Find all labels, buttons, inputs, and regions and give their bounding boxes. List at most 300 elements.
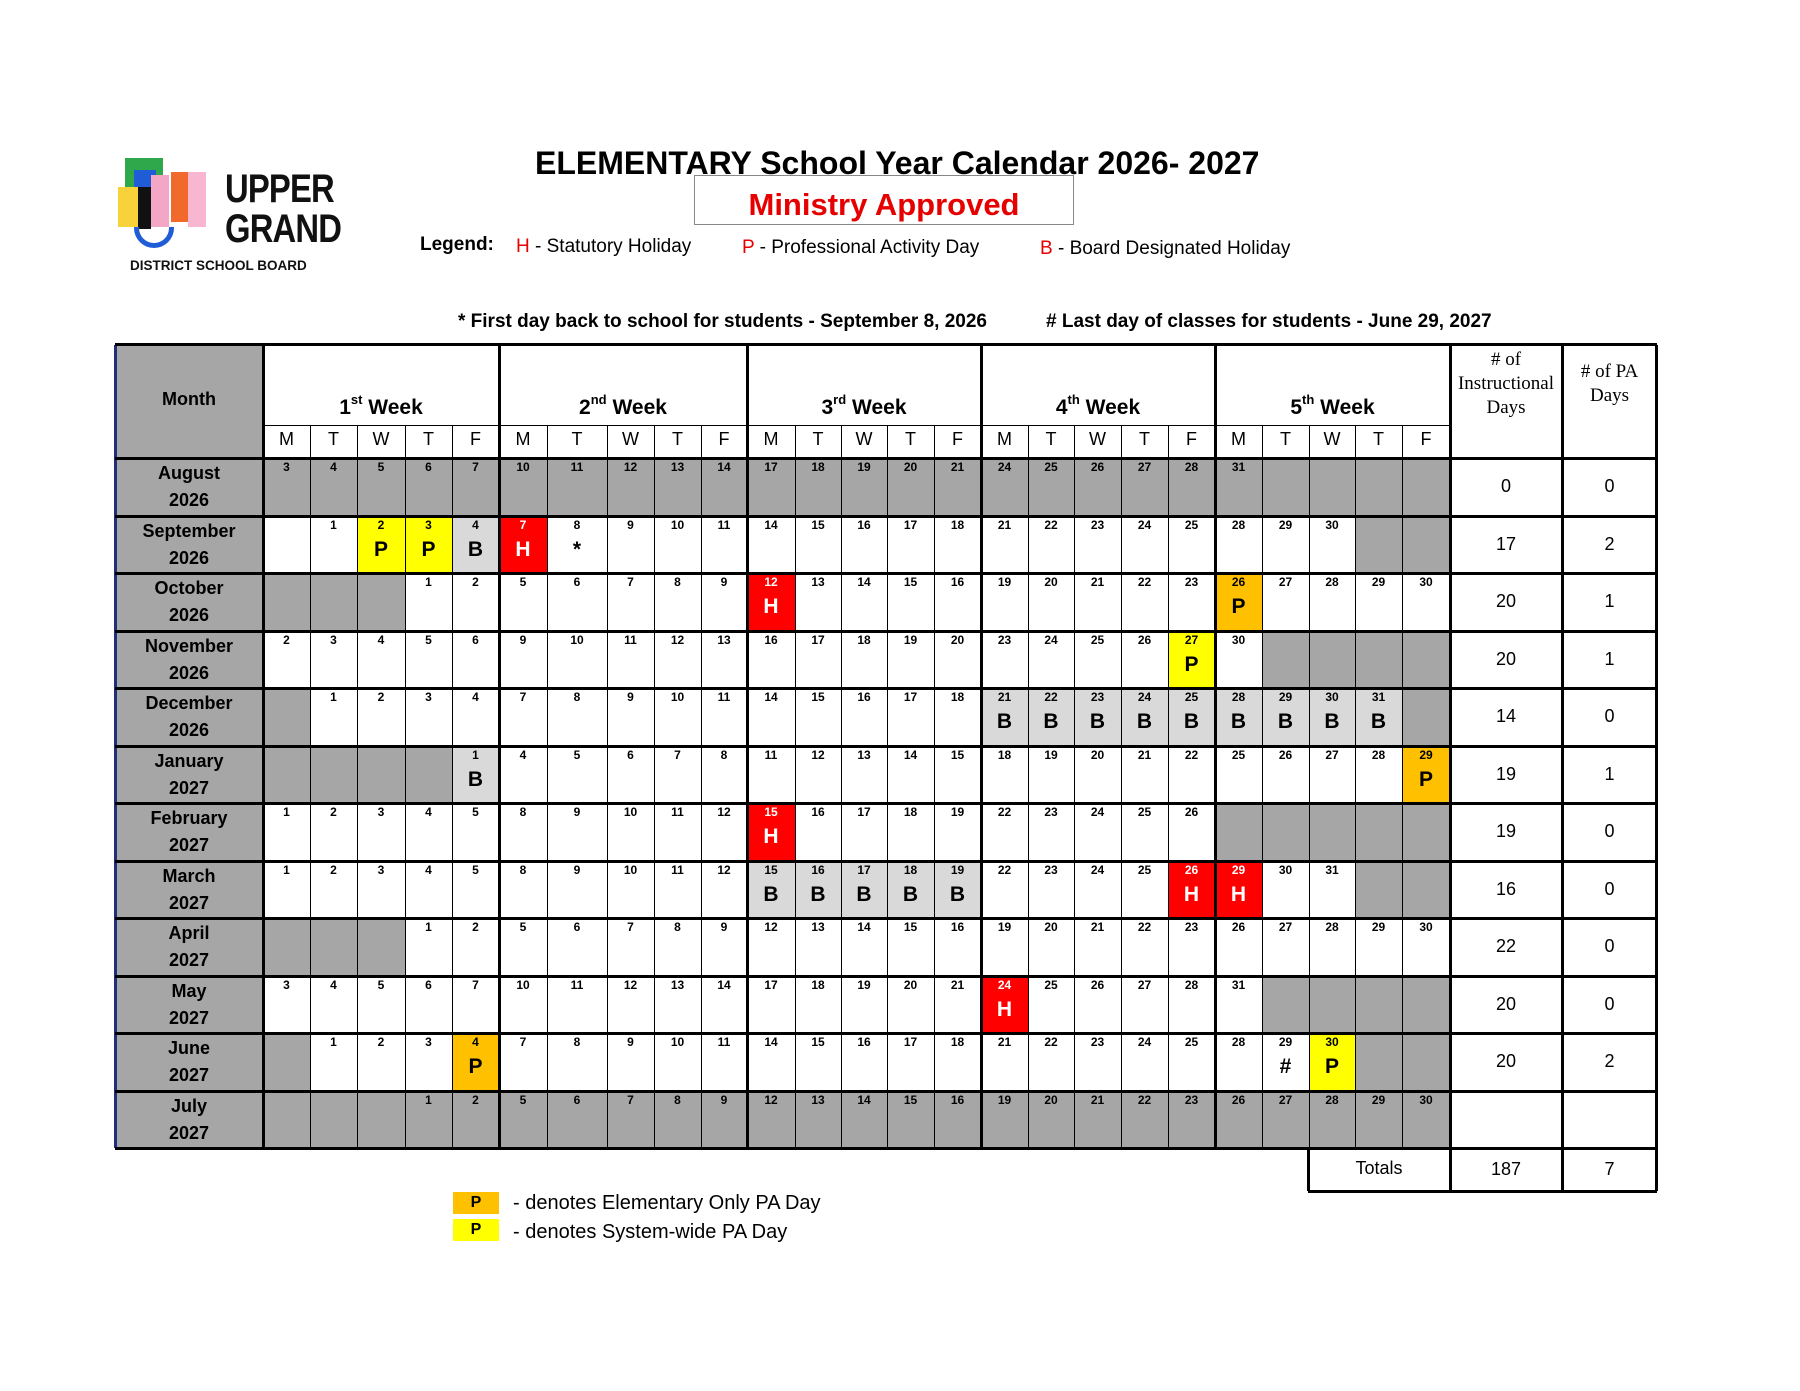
day-number: 22 [1137, 1092, 1152, 1107]
day-number: 28 [1371, 747, 1386, 762]
day-cell [1215, 688, 1262, 746]
day-number: 13 [811, 920, 825, 934]
day-of-week-header: F [718, 429, 730, 449]
day-cell [887, 458, 934, 516]
grid-vline [795, 425, 796, 1148]
pa-days-value: 0 [1604, 476, 1615, 496]
day-number: 10 [670, 1035, 685, 1049]
day-number: 22 [1044, 690, 1058, 704]
day-number: 19 [950, 805, 965, 819]
day-cell [263, 1091, 310, 1149]
day-cell [310, 746, 357, 804]
day-cell [547, 631, 607, 689]
day-cell [357, 976, 405, 1034]
day-of-week-header: T [328, 429, 339, 449]
day-cell [934, 746, 981, 804]
day-cell [499, 688, 547, 746]
day-number: 15 [811, 517, 825, 532]
day-cell [452, 688, 499, 746]
day-number: 10 [670, 517, 685, 532]
day-number: 16 [950, 1092, 965, 1107]
day-number: 14 [903, 747, 918, 762]
day-number: 29 [1278, 1035, 1293, 1049]
month-label: May [171, 980, 207, 1001]
systemwide-pa-swatch: P [453, 1219, 499, 1241]
header-line: Days [1589, 385, 1630, 406]
grid-vline [310, 425, 311, 1148]
month-year: 2026 [168, 605, 210, 625]
day-cell [934, 803, 981, 861]
day-number: 25 [1044, 977, 1058, 992]
last-day-note: # Last day of classes for students - June 29, 2027 [1046, 311, 1492, 332]
day-number: 20 [1044, 1092, 1058, 1107]
day-cell [607, 688, 654, 746]
row-divider [115, 687, 1657, 690]
day-cell [263, 458, 310, 516]
totals-instructional: 187 [1490, 1159, 1522, 1179]
day-cell [357, 1033, 405, 1091]
pa-days-value: 2 [1604, 1051, 1615, 1071]
day-cell [747, 746, 795, 804]
day-cell [981, 918, 1028, 976]
header-line: # of [1490, 349, 1522, 370]
week-word: Week [846, 396, 907, 419]
day-cell [1121, 1091, 1168, 1149]
day-number: 4 [425, 862, 432, 877]
first-day-note: * First day back to school for students - September 8, 2026 [458, 311, 987, 332]
day-of-week-header: M [515, 429, 531, 449]
day-cell [405, 746, 452, 804]
day-cell [405, 573, 452, 631]
grid-vline [1074, 425, 1075, 1148]
day-cell [1402, 746, 1450, 804]
week-ordinal: 1 [339, 396, 351, 419]
day-cell [405, 918, 452, 976]
week-word: Week [606, 396, 667, 419]
day-cell [1355, 976, 1402, 1034]
day-cell [452, 861, 499, 919]
totals-bottom-border [1308, 1190, 1657, 1193]
month-year: 2026 [168, 720, 210, 740]
day-cell [1074, 1033, 1121, 1091]
day-cell [654, 631, 701, 689]
day-of-week-header: F [1420, 429, 1432, 449]
day-of-week-header: W [1323, 429, 1341, 449]
day-cell [452, 1033, 499, 1091]
week-ordinal: 3 [821, 396, 834, 419]
week-word: Week [1314, 396, 1375, 419]
day-number: 15 [903, 1092, 918, 1107]
day-cell [747, 861, 795, 919]
day-cell [1402, 573, 1450, 631]
day-cell [607, 631, 654, 689]
day-number: 21 [997, 690, 1012, 704]
day-cell [607, 861, 654, 919]
day-cell [1168, 631, 1215, 689]
day-number: 5 [519, 575, 527, 589]
week-ordinal-suffix: nd [590, 392, 607, 407]
day-number: 5 [425, 632, 432, 647]
day-cell [452, 516, 499, 574]
day-code: B [1370, 710, 1387, 733]
day-cell [1074, 803, 1121, 861]
day-cell [841, 1091, 887, 1149]
day-code: H [763, 595, 779, 618]
day-cell [887, 516, 934, 574]
day-cell [654, 861, 701, 919]
day-number: 29 [1371, 1092, 1386, 1107]
day-number: 13 [670, 977, 685, 992]
day-cell [701, 516, 747, 574]
day-cell [1121, 918, 1168, 976]
week-header-2 [579, 394, 667, 420]
day-number: 30 [1325, 517, 1339, 532]
day-cell [701, 803, 747, 861]
grid-vline [547, 425, 548, 1148]
day-code: B [902, 882, 919, 906]
day-cell [934, 976, 981, 1034]
day-number: 29 [1371, 920, 1386, 934]
day-number: 13 [811, 1092, 825, 1107]
day-cell [1121, 746, 1168, 804]
day-code: B [1136, 710, 1153, 733]
day-cell [841, 631, 887, 689]
pa-days-value: 1 [1604, 648, 1615, 669]
day-number: 5 [573, 747, 581, 762]
day-cell [263, 573, 310, 631]
day-of-week-header: M [1231, 429, 1246, 449]
day-cell [841, 516, 887, 574]
day-number: 24 [1044, 632, 1058, 647]
day-number: 15 [903, 920, 918, 934]
day-number: 11 [717, 517, 731, 532]
day-cell [1355, 746, 1402, 804]
day-cell [310, 458, 357, 516]
day-cell [1402, 976, 1450, 1034]
day-cell [701, 861, 747, 919]
day-cell [1262, 688, 1309, 746]
day-cell [934, 1033, 981, 1091]
day-number: 23 [1090, 690, 1105, 704]
legend-text-p: - Professional Activity Day [754, 237, 980, 258]
day-number: 15 [811, 690, 825, 704]
week-ordinal-suffix: rd [833, 392, 847, 407]
pa-days-value: 0 [1604, 993, 1615, 1014]
day-number: 17 [764, 460, 778, 474]
day-number: 3 [283, 977, 290, 992]
day-cell [981, 861, 1028, 919]
day-number: 3 [283, 460, 290, 474]
day-number: 7 [674, 747, 681, 762]
pa-days-value: 0 [1604, 706, 1615, 726]
day-cell [887, 631, 934, 689]
day-cell [1121, 573, 1168, 631]
day-number: 10 [570, 632, 584, 647]
systemwide-pa-note: - denotes System-wide PA Day [513, 1221, 788, 1243]
day-cell [1402, 458, 1450, 516]
day-number: 10 [670, 690, 685, 704]
day-cell [701, 976, 747, 1034]
day-number: 1 [283, 862, 290, 877]
day-code: P [1418, 767, 1433, 791]
day-cell [1121, 1033, 1168, 1091]
day-number: 18 [903, 862, 918, 877]
day-number: 22 [1184, 747, 1199, 762]
day-cell [1309, 918, 1355, 976]
day-number: 5 [377, 977, 385, 992]
day-number: 11 [624, 632, 637, 647]
day-cell [1168, 516, 1215, 574]
week-header-3 [821, 394, 906, 420]
pa-days-value: 2 [1604, 533, 1615, 554]
day-number: 4 [519, 747, 527, 762]
day-number: 19 [950, 862, 965, 877]
day-number: 11 [570, 460, 584, 474]
day-cell [1215, 458, 1262, 516]
day-cell [795, 976, 841, 1034]
day-cell [654, 516, 701, 574]
day-number: 20 [903, 977, 918, 992]
day-cell [1355, 861, 1402, 919]
day-cell [934, 861, 981, 919]
day-number: 23 [997, 632, 1012, 647]
day-number: 29 [1278, 690, 1293, 704]
day-code: H [515, 537, 531, 561]
day-cell [701, 573, 747, 631]
day-number: 29 [1419, 747, 1433, 762]
pa-days-value: 0 [1604, 821, 1615, 841]
day-cell [981, 1033, 1028, 1091]
instructional-days-value: 20 [1495, 993, 1517, 1014]
day-number: 23 [1090, 517, 1105, 532]
day-number: 8 [674, 575, 681, 589]
day-cell [1074, 631, 1121, 689]
month-name [115, 575, 263, 629]
week-ordinal-suffix: th [1302, 392, 1315, 407]
day-number: 12 [764, 920, 778, 934]
instructional-days-value: 20 [1495, 591, 1517, 611]
day-code: B [1230, 710, 1247, 733]
day-cell [547, 803, 607, 861]
day-of-week-header: T [423, 429, 434, 449]
day-number: 4 [330, 460, 337, 474]
day-number: 15 [764, 862, 778, 877]
day-number: 11 [570, 977, 584, 992]
grid-vline [1121, 425, 1122, 1148]
day-cell [1168, 458, 1215, 516]
week-header-1 [339, 394, 423, 420]
day-of-week-header: T [1373, 429, 1384, 449]
month-label: April [168, 923, 210, 943]
day-code: B [763, 882, 779, 906]
day-number: 30 [1419, 1092, 1433, 1107]
header-line: Days [1486, 397, 1526, 418]
row-divider [115, 1032, 1657, 1035]
day-number: 12 [764, 575, 778, 589]
day-cell [841, 1033, 887, 1091]
legend-text-b: - Board Designated Holiday [1052, 238, 1291, 259]
day-number: 28 [1325, 1092, 1339, 1107]
day-cell [405, 458, 452, 516]
day-cell [1355, 688, 1402, 746]
day-cell [452, 1091, 499, 1149]
day-code: * [572, 537, 582, 561]
week-ordinal: 4 [1055, 396, 1068, 419]
day-cell [1309, 631, 1355, 689]
month-label: March [162, 865, 216, 886]
day-cell [1121, 458, 1168, 516]
day-cell [1168, 1033, 1215, 1091]
day-number: 14 [764, 690, 778, 704]
month-year: 2026 [168, 490, 210, 510]
day-cell [841, 458, 887, 516]
day-number: 1 [330, 517, 337, 532]
day-number: 6 [573, 575, 581, 589]
grid-vline [405, 425, 406, 1148]
grid-vline [1355, 425, 1356, 1148]
day-cell [1402, 918, 1450, 976]
day-number: 15 [811, 1035, 825, 1049]
day-number: 7 [627, 920, 634, 934]
elementary-pa-note: - denotes Elementary Only PA Day [513, 1192, 821, 1214]
month-year: 2027 [168, 835, 210, 855]
day-cell [263, 516, 310, 574]
day-number: 18 [950, 517, 965, 532]
day-cell [452, 918, 499, 976]
legend-label: Legend: [420, 234, 494, 255]
day-number: 24 [1137, 517, 1152, 532]
page-title: ELEMENTARY School Year Calendar 2026- 2027 [535, 145, 1260, 181]
month-label: December [145, 693, 233, 713]
day-cell [795, 631, 841, 689]
day-cell [795, 746, 841, 804]
day-code: P [1184, 652, 1199, 676]
day-cell [654, 746, 701, 804]
day-cell [357, 918, 405, 976]
day-number: 20 [950, 632, 965, 647]
day-number: 14 [857, 1092, 871, 1107]
day-number: 16 [857, 517, 871, 532]
day-number: 9 [720, 1092, 728, 1107]
day-cell [1168, 688, 1215, 746]
day-cell [1355, 631, 1402, 689]
day-cell [607, 976, 654, 1034]
legend-code-b: B [1040, 238, 1053, 259]
day-number: 10 [623, 862, 638, 877]
day-cell [405, 688, 452, 746]
grid-vline [357, 425, 358, 1148]
day-number: 19 [997, 575, 1012, 589]
day-cell [1309, 803, 1355, 861]
day-cell [405, 631, 452, 689]
grid-vline [1402, 425, 1403, 1148]
week-header-4 [1056, 394, 1140, 420]
day-cell [1355, 1033, 1402, 1091]
day-number: 17 [857, 862, 871, 877]
day-cell [934, 1091, 981, 1149]
day-number: 23 [1184, 1092, 1199, 1107]
month-label: September [142, 520, 236, 541]
day-cell [795, 688, 841, 746]
day-cell [547, 746, 607, 804]
day-cell [1262, 458, 1309, 516]
day-cell [357, 573, 405, 631]
day-cell [1168, 746, 1215, 804]
day-cell [1355, 803, 1402, 861]
day-cell [1309, 573, 1355, 631]
day-cell [701, 1091, 747, 1149]
day-number: 30 [1231, 632, 1246, 647]
day-cell [934, 458, 981, 516]
day-cell [841, 918, 887, 976]
day-number: 11 [671, 862, 684, 877]
day-cell [499, 573, 547, 631]
day-of-week-header: T [1139, 429, 1150, 449]
day-number: 21 [950, 977, 965, 992]
day-number: 21 [997, 517, 1012, 532]
day-cell [1402, 803, 1450, 861]
day-cell [1028, 918, 1074, 976]
day-cell [701, 458, 747, 516]
day-cell [1074, 746, 1121, 804]
day-number: 18 [950, 690, 965, 704]
day-number: 14 [717, 977, 731, 992]
day-code: P [421, 537, 436, 561]
day-cell [1215, 746, 1262, 804]
day-number: 25 [1184, 1035, 1199, 1049]
day-number: 24 [1090, 862, 1105, 877]
day-cell [795, 573, 841, 631]
day-number: 26 [1090, 977, 1105, 992]
day-cell [405, 1091, 452, 1149]
day-number: 20 [903, 460, 918, 474]
day-number: 9 [720, 575, 728, 589]
logo-line2: GRAND [225, 207, 342, 251]
day-number: 21 [1137, 747, 1152, 762]
day-cell [1402, 1033, 1450, 1091]
day-cell [452, 458, 499, 516]
approval-text: Ministry Approved [748, 187, 1020, 222]
day-number: 26 [1231, 575, 1246, 589]
day-of-week-header: M [279, 429, 294, 449]
day-cell [405, 1033, 452, 1091]
day-number: 16 [857, 690, 871, 704]
day-number: 8 [573, 1035, 581, 1049]
day-number: 12 [623, 977, 638, 992]
day-cell [654, 918, 701, 976]
day-cell [499, 458, 547, 516]
day-cell [263, 861, 310, 919]
day-cell [263, 803, 310, 861]
day-cell [887, 918, 934, 976]
day-number: 11 [717, 690, 731, 704]
day-cell [405, 861, 452, 919]
day-number: 5 [472, 862, 479, 877]
instructional-days-value: 16 [1495, 878, 1517, 899]
day-cell [981, 803, 1028, 861]
day-number: 21 [950, 460, 965, 474]
day-cell [701, 631, 747, 689]
week-header-5 [1290, 394, 1374, 420]
day-cell [547, 458, 607, 516]
day-cell [452, 976, 499, 1034]
day-number: 14 [857, 575, 871, 589]
month-name [115, 1035, 263, 1089]
day-cell [1074, 861, 1121, 919]
day-cell [310, 688, 357, 746]
day-number: 18 [997, 747, 1012, 762]
day-cell [841, 976, 887, 1034]
